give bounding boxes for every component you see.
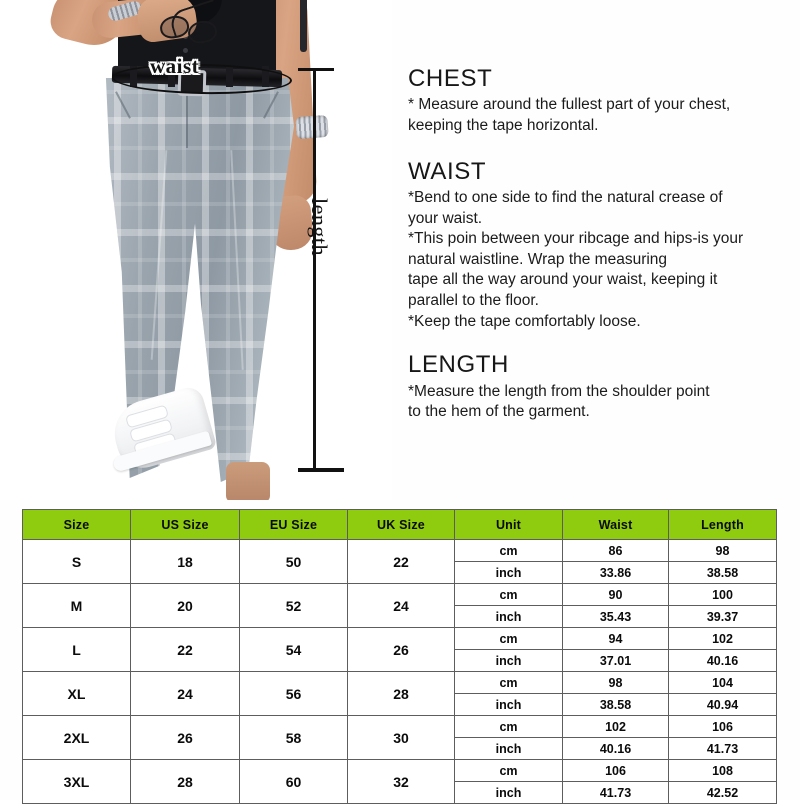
cell-uk-size: 22 [348,540,455,584]
col-header-length: Length [669,510,777,540]
col-header-waist: Waist [563,510,669,540]
cell-waist: 38.58 [563,694,669,716]
cell-unit: inch [455,738,563,760]
table-row [23,540,777,562]
instruction-section-chest [408,66,784,137]
cell-length: 104 [669,672,777,694]
cell-unit: cm [455,628,563,650]
cell-length: 41.73 [669,738,777,760]
trouser-fly [186,92,188,148]
cell-size: XL [23,672,131,716]
cell-us-size: 24 [131,672,240,716]
cell-length: 38.58 [669,562,777,584]
cell-unit: inch [455,606,563,628]
cell-size: L [23,628,131,672]
col-header-uk: UK Size [348,510,455,540]
col-header-unit: Unit [455,510,563,540]
cell-length: 42.52 [669,782,777,804]
sunglasses [160,12,224,40]
model-right-ankle [226,462,270,500]
measuring-instructions [408,66,784,445]
wristwatch [295,115,328,139]
product-photo-panel [0,0,392,500]
cell-length: 39.37 [669,606,777,628]
cell-waist: 106 [563,760,669,782]
chest-description: * Measure around the fullest part of your chest, keeping the tape horizontal. [408,96,731,134]
cell-waist: 40.16 [563,738,669,760]
cell-waist: 37.01 [563,650,669,672]
table-row [23,716,777,738]
length-measure-top-cap [298,68,334,71]
cell-unit: cm [455,584,563,606]
cell-length: 40.16 [669,650,777,672]
cell-unit: inch [455,694,563,716]
table-row [23,760,777,782]
length-measure-line [313,68,316,470]
cell-waist: 86 [563,540,669,562]
cell-eu-size: 60 [240,760,348,804]
size-chart-header [23,510,777,540]
cell-waist: 98 [563,672,669,694]
cell-uk-size: 24 [348,584,455,628]
chest-heading: CHEST [408,65,493,92]
waist-measure-label: waist [150,54,200,78]
cell-eu-size: 52 [240,584,348,628]
cell-uk-size: 28 [348,672,455,716]
col-header-size: Size [23,510,131,540]
cell-unit: inch [455,782,563,804]
cell-us-size: 20 [131,584,240,628]
polo-placket [300,0,307,52]
cell-length: 98 [669,540,777,562]
col-header-us: US Size [131,510,240,540]
cell-unit: inch [455,650,563,672]
instruction-section-waist [408,159,784,333]
cell-uk-size: 32 [348,760,455,804]
cell-length: 108 [669,760,777,782]
cell-waist: 33.86 [563,562,669,584]
cell-uk-size: 26 [348,628,455,672]
cell-waist: 41.73 [563,782,669,804]
cell-eu-size: 54 [240,628,348,672]
cell-waist: 102 [563,716,669,738]
length-description: *Measure the length from the shoulder point to the hem of the garment. [408,382,710,421]
cell-unit: cm [455,760,563,782]
cell-size: S [23,540,131,584]
cell-length: 102 [669,628,777,650]
cell-waist: 94 [563,628,669,650]
cell-us-size: 26 [131,716,240,760]
length-measure-label: length [307,198,332,256]
model-figure [0,0,392,500]
cell-waist: 35.43 [563,606,669,628]
cell-length: 40.94 [669,694,777,716]
cell-size: 3XL [23,760,131,804]
size-chart-body [23,540,777,804]
polo-button [183,48,188,53]
size-chart-table [22,509,777,804]
cell-eu-size: 58 [240,716,348,760]
table-row [23,628,777,650]
waist-description: *Bend to one side to find the natural crease of your waist. *This poin between your ribcage and hips-is your natural waistline. Wrap the measuring tape all the way around your waist, keeping it parallel to the floor. *Keep the tape comfortably loose. [408,189,744,330]
waist-heading: WAIST [408,157,487,185]
cell-us-size: 22 [131,628,240,672]
cell-size: M [23,584,131,628]
length-measure-bottom-cap [298,468,344,472]
cell-us-size: 18 [131,540,240,584]
instruction-section-length [408,352,784,423]
cell-length: 106 [669,716,777,738]
length-heading: LENGTH [408,351,509,379]
cell-uk-size: 30 [348,716,455,760]
cell-unit: cm [455,540,563,562]
cell-eu-size: 50 [240,540,348,584]
col-header-eu: EU Size [240,510,348,540]
cell-unit: cm [455,716,563,738]
cell-eu-size: 56 [240,672,348,716]
cell-waist: 90 [563,584,669,606]
cell-length: 100 [669,584,777,606]
table-row [23,584,777,606]
cell-size: 2XL [23,716,131,760]
cell-unit: cm [455,672,563,694]
cell-unit: inch [455,562,563,584]
table-header-row [23,510,777,540]
table-row [23,672,777,694]
cell-us-size: 28 [131,760,240,804]
